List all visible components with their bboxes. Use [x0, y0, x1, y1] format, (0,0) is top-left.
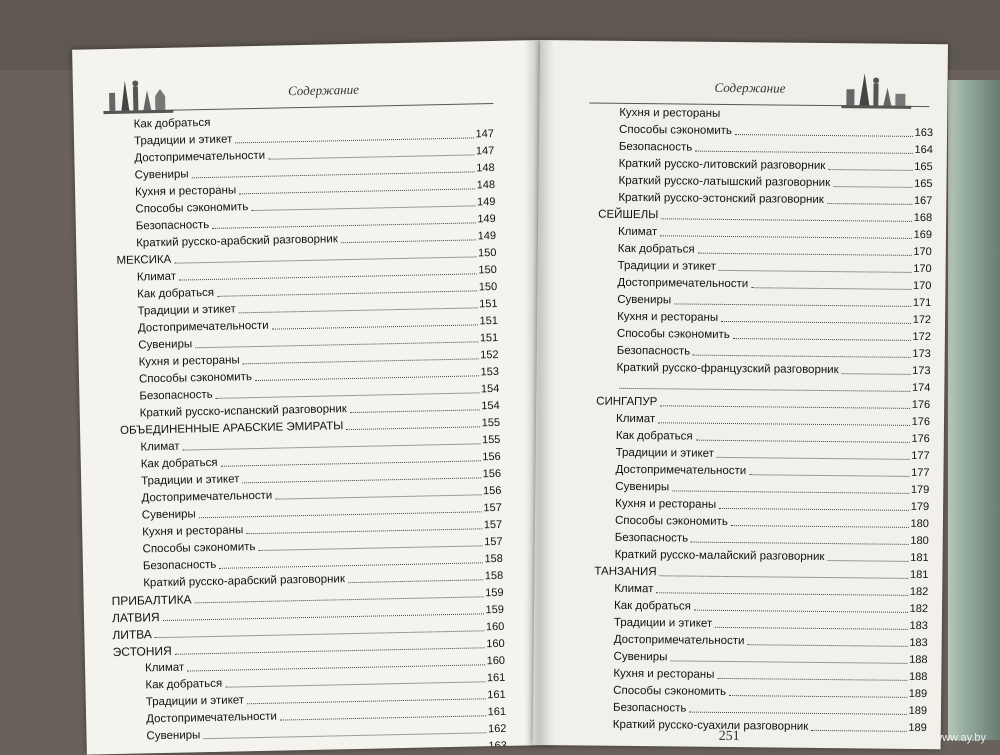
toc-entry	[581, 714, 927, 735]
toc-entry-page: 155	[481, 416, 501, 430]
toc-entry-page: 163	[488, 739, 507, 753]
toc-entry	[584, 408, 930, 429]
toc-entry	[587, 136, 933, 157]
left-page	[72, 40, 555, 755]
toc-entry-page: 159	[485, 586, 504, 600]
toc-entry	[581, 663, 927, 684]
dot-leader	[698, 253, 912, 256]
toc-entry-page: 183	[909, 636, 928, 650]
toc-entry-page: 180	[910, 517, 930, 531]
toc-entry	[586, 255, 932, 276]
toc-entry-title: Безопасность	[142, 558, 217, 573]
toc-entry-title: Традиции и этикет	[145, 694, 245, 709]
toc-entry	[582, 612, 928, 633]
toc-entry-page: 149	[476, 195, 496, 209]
dot-leader	[721, 321, 911, 324]
toc-entry-title: Краткий русско-арабский разговорник	[136, 233, 338, 250]
toc-entry	[585, 306, 931, 327]
toc-entry-page: 156	[482, 467, 502, 481]
toc-entry	[581, 680, 927, 701]
toc-entry-page: 160	[486, 654, 506, 668]
dot-leader	[660, 405, 910, 409]
toc-entry-page: 158	[484, 552, 503, 566]
toc-entry-title: ЛАТВИЯ	[111, 610, 160, 626]
watermark: www.ay.by	[934, 732, 986, 744]
toc-entry-page: 147	[475, 144, 495, 158]
toc-entry-title: Способы сэкономить	[135, 201, 249, 216]
toc-entry-page: 165	[914, 160, 933, 174]
dot-leader	[694, 610, 908, 613]
toc-entry-page: 147	[475, 127, 495, 141]
dot-leader	[341, 239, 476, 243]
toc-entry-title: СЕЙШЕЛЫ	[598, 208, 659, 222]
dot-leader	[735, 134, 913, 137]
toc-entry-page: 171	[912, 296, 932, 310]
dot-leader	[689, 712, 906, 715]
dot-leader	[661, 218, 911, 222]
toc-entry-page: 161	[487, 688, 506, 702]
toc-entry-page: 189	[908, 687, 928, 701]
toc-entry-page: 172	[912, 313, 932, 327]
toc-entry	[585, 340, 931, 361]
toc-entry-title: Способы сэкономить	[616, 327, 730, 342]
toc-entry-page: 148	[476, 178, 496, 192]
toc-entry-page: 167	[913, 194, 933, 208]
toc-entry	[585, 272, 931, 293]
dot-leader	[827, 560, 908, 562]
green-book-edge	[948, 80, 1000, 740]
toc-entry-page: 154	[481, 399, 500, 413]
toc-entry	[583, 544, 929, 565]
dot-leader	[693, 355, 910, 358]
toc-entry-title: Способы сэкономить	[138, 371, 253, 386]
toc-entry-title: Сувениры	[146, 729, 201, 743]
toc-entry-page: 170	[913, 262, 932, 276]
toc-entry	[586, 238, 932, 259]
toc-entry-page: 153	[480, 365, 500, 379]
toc-entry	[586, 187, 932, 208]
toc-entry-title: Сувениры	[134, 168, 189, 182]
dot-leader	[729, 695, 907, 698]
dot-leader	[719, 508, 909, 511]
toc-entry-page: 179	[910, 500, 930, 514]
toc-entry-title: Как добраться	[145, 677, 223, 692]
toc-entry-title: ПРИБАЛТИКА	[111, 592, 192, 609]
toc-entry-page: 179	[910, 483, 930, 497]
toc-entry-title: ЛИТВА	[112, 627, 152, 643]
toc-entry	[583, 493, 929, 514]
toc-entry-page: 170	[913, 279, 932, 293]
toc-entry-page: 189	[908, 721, 927, 735]
dot-leader	[691, 542, 908, 545]
toc-entry	[584, 425, 930, 446]
toc-entry-page: 149	[477, 212, 496, 226]
toc-entry-page: 173	[912, 364, 931, 378]
dot-leader	[348, 579, 483, 583]
toc-entry-title: Краткий русско-латышский разговорник	[618, 174, 831, 190]
toc-entry	[584, 442, 930, 463]
table-of-contents-left	[101, 107, 506, 755]
toc-entry-title: Краткий русско-суахили разговорник	[612, 718, 809, 733]
toc-entry-title: Как добраться	[617, 242, 695, 256]
toc-entry-title: ТАНЗАНИЯ	[594, 565, 657, 579]
dot-leader	[747, 644, 907, 647]
toc-entry-page: 152	[480, 348, 499, 362]
toc-entry-title: СИНГАПУР	[596, 395, 658, 409]
toc-entry-title: Безопасность	[612, 701, 687, 715]
toc-entry-title: Краткий русско-литовский разговорник	[618, 157, 826, 172]
toc-entry-page: 170	[913, 245, 932, 259]
toc-entry-title: Краткий русско-арабский разговорник	[143, 573, 346, 590]
toc-entry-title: Сувениры	[613, 650, 668, 664]
toc-entry	[582, 629, 928, 650]
running-head: Содержание	[714, 79, 786, 96]
toc-entry-title: Кухня и рестораны	[138, 354, 240, 369]
toc-entry-title: Краткий русско-французский разговорник	[616, 361, 839, 377]
toc-entry-page: 156	[482, 484, 502, 498]
toc-entry-title: Достопримечательности	[617, 276, 749, 291]
dot-leader	[717, 678, 907, 681]
dot-leader	[660, 575, 909, 579]
toc-entry-title: Как добраться	[615, 429, 693, 443]
toc-entry-title: Достопримечательности	[613, 633, 745, 648]
toc-entry-page: 160	[486, 637, 505, 651]
toc-entry-page: 188	[908, 670, 928, 684]
toc-entry-page: 162	[487, 722, 507, 736]
toc-entry-title: Как добраться	[137, 286, 215, 301]
dot-leader	[674, 303, 911, 306]
toc-entry-page: 182	[909, 602, 929, 616]
dot-leader	[656, 592, 907, 596]
toc-entry-page: 168	[913, 211, 933, 225]
dot-leader	[658, 422, 909, 426]
page-number: 251	[718, 728, 740, 745]
toc-entry-title: Способы сэкономить	[619, 123, 733, 138]
dot-leader	[751, 287, 911, 290]
dot-leader	[731, 525, 909, 528]
toc-entry-title: Достопримечательности	[146, 710, 277, 726]
toc-entry-title: Климат	[144, 661, 185, 675]
dot-leader	[619, 388, 910, 392]
toc-entry-title: Достопримечательности	[141, 489, 273, 505]
toc-entry	[586, 204, 932, 225]
toc-entry-title: Сувениры	[617, 293, 672, 307]
toc-entry	[583, 476, 929, 497]
toc-entry	[587, 153, 933, 174]
toc-entry-page: 165	[914, 177, 933, 191]
dot-leader	[672, 490, 909, 493]
dot-leader	[350, 409, 479, 413]
toc-entry-page: 160	[485, 620, 505, 634]
toc-entry	[582, 578, 928, 599]
toc-entry-page: 161	[487, 705, 507, 719]
toc-entry-page: 163	[914, 126, 934, 140]
dot-leader	[828, 169, 912, 171]
toc-entry	[587, 119, 933, 140]
toc-entry-title: Традиции и этикет	[617, 259, 717, 273]
toc-entry-page: 189	[908, 704, 928, 718]
toc-entry-title: Сувениры	[138, 338, 193, 352]
toc-entry-page: 176	[911, 398, 931, 412]
dot-leader	[842, 373, 911, 375]
toc-entry	[584, 391, 930, 412]
toc-entry	[582, 561, 928, 582]
toc-entry-page: 177	[911, 449, 930, 463]
toc-entry-title: Способы сэкономить	[613, 684, 727, 698]
toc-entry-page: 177	[911, 466, 930, 480]
toc-entry-title: МЕКСИКА	[116, 253, 172, 267]
dot-leader	[719, 270, 911, 273]
dot-leader	[749, 474, 909, 477]
toc-entry-page: 157	[483, 501, 502, 515]
toc-entry-title: Безопасность	[135, 218, 210, 233]
toc-entry-page: 150	[478, 280, 498, 294]
toc-entry-page: 172	[912, 330, 931, 344]
toc-entry-page: 181	[910, 551, 929, 565]
toc-entry-page: 151	[479, 331, 499, 345]
toc-entry-title: Краткий русско-малайский разговорник	[614, 548, 825, 564]
toc-entry-page: 156	[482, 450, 501, 464]
toc-entry-title: Климат	[615, 412, 656, 426]
dot-leader	[346, 426, 479, 430]
toc-entry	[586, 221, 932, 242]
toc-entry	[585, 289, 931, 310]
toc-entry-title: Как добраться	[140, 456, 218, 471]
toc-entry-title: Достопримечательности	[134, 149, 266, 165]
toc-entry-title: Традиции и этикет	[615, 446, 715, 460]
dot-leader	[733, 338, 911, 341]
toc-entry	[587, 102, 933, 123]
toc-entry-page: 181	[909, 568, 929, 582]
toc-entry-page: 176	[911, 432, 930, 446]
toc-entry-page: 154	[480, 382, 500, 396]
dot-leader	[717, 457, 909, 460]
toc-entry	[584, 357, 930, 378]
dot-leader	[670, 660, 907, 663]
toc-entry-page: 169	[913, 228, 933, 242]
toc-entry	[586, 170, 932, 191]
toc-entry-title: Традиции и этикет	[133, 133, 233, 148]
toc-entry-title: Кухня и рестораны	[142, 524, 244, 539]
toc-entry-page: 159	[485, 603, 505, 617]
toc-entry-page: 164	[914, 143, 933, 157]
toc-entry-title: Традиции и этикет	[613, 616, 713, 630]
toc-entry-title: Способы сэкономить	[614, 514, 728, 528]
toc-entry-page: 157	[484, 535, 503, 549]
toc-entry-title: Краткий русско-испанский разговорник	[139, 403, 348, 420]
toc-entry-page: 173	[912, 347, 931, 361]
dot-leader	[833, 186, 912, 188]
toc-entry-title: Климат	[614, 582, 654, 596]
toc-entry-title: Кухня и рестораны	[615, 497, 717, 511]
toc-entry-title: Способы сэкономить	[142, 541, 256, 556]
toc-entry-title: Сувениры	[615, 480, 670, 494]
toc-entry-title: Безопасность	[614, 531, 689, 545]
toc-entry-page: 158	[484, 569, 504, 583]
table-of-contents-right	[581, 102, 934, 735]
dot-leader	[696, 440, 910, 443]
dot-leader	[695, 151, 912, 154]
toc-entry-page: 157	[483, 518, 503, 532]
right-page	[533, 40, 948, 749]
toc-entry-title: Климат	[136, 270, 177, 284]
toc-entry-page: 180	[910, 534, 929, 548]
toc-entry-page: 148	[476, 161, 495, 175]
dot-leader	[715, 627, 907, 630]
toc-entry-page: 150	[477, 246, 497, 260]
dot-leader	[811, 730, 906, 732]
running-head: Содержание	[287, 81, 360, 99]
toc-entry	[583, 459, 929, 480]
toc-entry-title: Безопасность	[618, 140, 693, 154]
toc-entry-page: 188	[909, 653, 928, 667]
toc-entry-title: Традиции и этикет	[141, 473, 240, 488]
toc-entry	[583, 510, 929, 531]
dot-leader	[150, 749, 487, 754]
toc-entry-page: 176	[911, 415, 931, 429]
toc-entry-title: Достопримечательности	[615, 463, 747, 478]
toc-entry-title: Достопримечательности	[137, 319, 269, 335]
dot-leader	[827, 203, 912, 205]
toc-entry-title: ЭСТОНИЯ	[112, 643, 172, 660]
toc-entry-title: Безопасность	[139, 388, 213, 403]
toc-entry-page: 149	[477, 229, 497, 243]
toc-entry	[585, 323, 931, 344]
toc-entry-title: Кухня и рестораны	[619, 106, 721, 120]
toc-entry	[581, 697, 927, 718]
toc-entry-title: Краткий русско-эстонский разговорник	[618, 191, 824, 206]
toc-entry-page: 174	[911, 381, 931, 395]
toc-entry-title: Безопасность	[616, 344, 691, 358]
toc-entry-page: 161	[486, 671, 506, 685]
toc-entry-page: 151	[479, 297, 498, 311]
toc-entry-title: Климат	[140, 440, 180, 454]
toc-entry-title: Климат	[617, 225, 658, 239]
toc-entry-title: Кухня и рестораны	[134, 184, 237, 199]
toc-entry-title: ОБЪЕДИНЕННЫЕ АРАБСКИЕ ЭМИРАТЫ	[119, 420, 344, 437]
toc-entry	[581, 646, 927, 667]
toc-entry-page: 150	[478, 263, 497, 277]
dot-leader	[660, 235, 911, 239]
toc-entry	[582, 595, 928, 616]
toc-entry-page: 182	[909, 585, 929, 599]
toc-entry-title: Сувениры	[141, 508, 196, 522]
toc-entry-page: 151	[479, 314, 499, 328]
toc-entry-page: 155	[481, 433, 501, 447]
toc-entry-title: Кухня и рестораны	[617, 310, 719, 324]
toc-entry-title: Как добраться	[614, 599, 691, 613]
toc-entry-title: Традиции и этикет	[137, 303, 237, 318]
toc-entry-title: Как добраться	[133, 116, 211, 131]
book-gutter	[524, 40, 554, 745]
toc-entry-title: Кухня и рестораны	[613, 667, 715, 681]
toc-entry-page: 183	[909, 619, 928, 633]
toc-entry	[583, 527, 929, 548]
